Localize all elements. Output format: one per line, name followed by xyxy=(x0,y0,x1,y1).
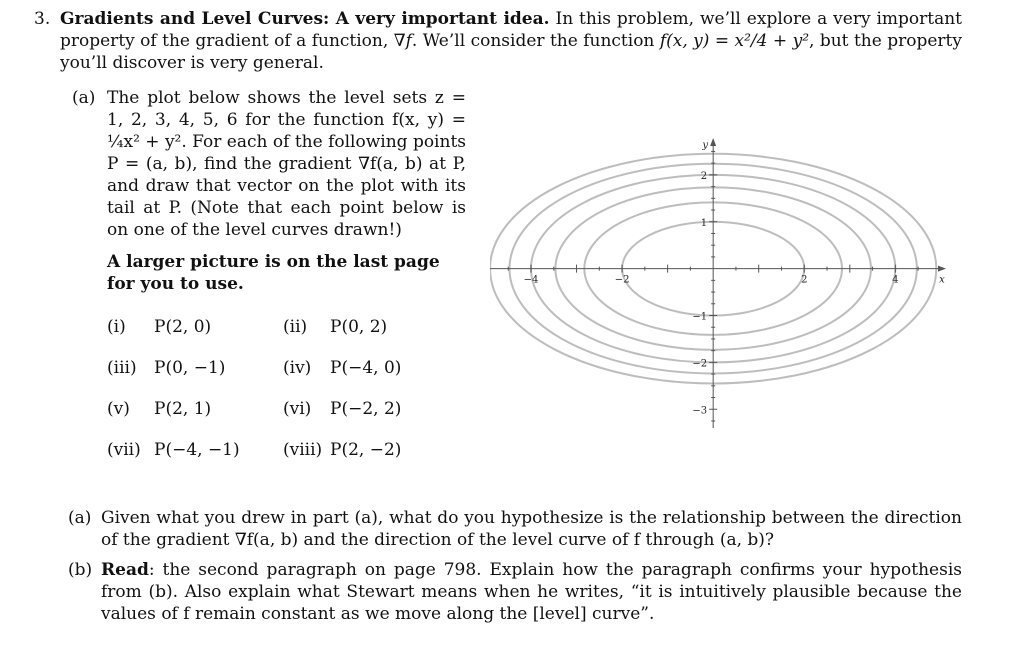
intro-text-3: , but the property you’ll discover is very general. xyxy=(60,31,962,73)
point-item xyxy=(283,398,401,420)
intro-function: f(x, y) = x²/4 + y² xyxy=(659,31,810,51)
problem-intro xyxy=(60,8,962,74)
point-label: (v) xyxy=(107,399,130,419)
part-a-text: The plot below shows the level sets z = 1, 2, 3, 4, 5, 6 for the function f(x, y) = ¼x² + y². For each of the following points P = (a, b), find the gradient ∇f(a, b) at P, and draw that vector on the plot with its tail at P. (Note that each point below is on one of the level curves drawn!) xyxy=(107,88,466,240)
y-axis-arrow xyxy=(710,138,716,146)
point-item xyxy=(283,357,401,379)
problem-title: Gradients and Level Curves: A very important idea. xyxy=(60,9,550,29)
point-item xyxy=(107,316,211,338)
level-curve-plot xyxy=(490,128,950,428)
part-a-label: (a) xyxy=(72,88,96,108)
point-item xyxy=(283,439,401,461)
intro-text-2: . We’ll consider the function xyxy=(411,31,660,51)
point-value: P(0, 2) xyxy=(330,317,388,337)
part-a xyxy=(72,87,466,241)
x-tick-label: −2 xyxy=(614,274,630,286)
y-tick-label: −2 xyxy=(692,358,708,370)
point-value: P(−2, 2) xyxy=(330,399,402,419)
point-label: (i) xyxy=(107,317,126,337)
question-b-text xyxy=(101,559,962,625)
point-label: (ii) xyxy=(283,317,308,337)
point-label: (viii) xyxy=(283,440,323,460)
point-value: P(−4, 0) xyxy=(330,358,402,378)
problem-number: 3. xyxy=(34,9,51,29)
x-tick-label: 2 xyxy=(801,274,808,286)
point-item xyxy=(283,316,387,338)
x-axis-arrow xyxy=(938,266,946,272)
question-b xyxy=(68,559,962,625)
question-a-text: Given what you drew in part (a), what do you hypothesize is the relationship between the direction of the gradient ∇f(a, b) and the direction of the level curve of f through (a, b)? xyxy=(101,508,962,550)
point-value: P(2, 0) xyxy=(154,317,212,337)
question-a-label: (a) xyxy=(68,508,92,528)
x-tick-label: 4 xyxy=(892,274,899,286)
question-b-bold: Read xyxy=(101,560,149,580)
point-item xyxy=(107,439,240,461)
question-a xyxy=(68,507,962,551)
question-b-label: (b) xyxy=(68,560,93,580)
x-tick-label: −4 xyxy=(523,274,539,286)
y-tick-label: −3 xyxy=(692,405,708,417)
y-axis-label: y xyxy=(702,140,708,151)
intro-text-1: In this problem, we’ll explore a very important property of the gradient of a function, xyxy=(60,9,963,51)
x-axis-label: x xyxy=(939,274,945,286)
point-label: (iii) xyxy=(107,358,137,378)
point-item xyxy=(107,357,225,379)
y-tick-label: −1 xyxy=(692,311,708,323)
point-label: (iv) xyxy=(283,358,312,378)
y-tick-label: 2 xyxy=(700,170,708,182)
y-tick-label: 1 xyxy=(700,217,708,229)
question-b-body: : the second paragraph on page 798. Explain how the paragraph confirms your hypothesis from (b). Also explain what Stewart means when he writes, “it is intuitively plausible because the values of f remain constant as we move along the [level] curve”. xyxy=(101,560,962,624)
point-value: P(−4, −1) xyxy=(154,440,240,460)
point-value: P(2, 1) xyxy=(154,399,212,419)
point-label: (vi) xyxy=(283,399,312,419)
point-label: (vii) xyxy=(107,440,141,460)
point-item xyxy=(107,398,211,420)
point-value: P(2, −2) xyxy=(330,440,402,460)
point-value: P(0, −1) xyxy=(154,358,226,378)
intro-gradient: ∇f xyxy=(393,31,412,51)
larger-picture-note: A larger picture is on the last page for you to use. xyxy=(107,252,440,294)
